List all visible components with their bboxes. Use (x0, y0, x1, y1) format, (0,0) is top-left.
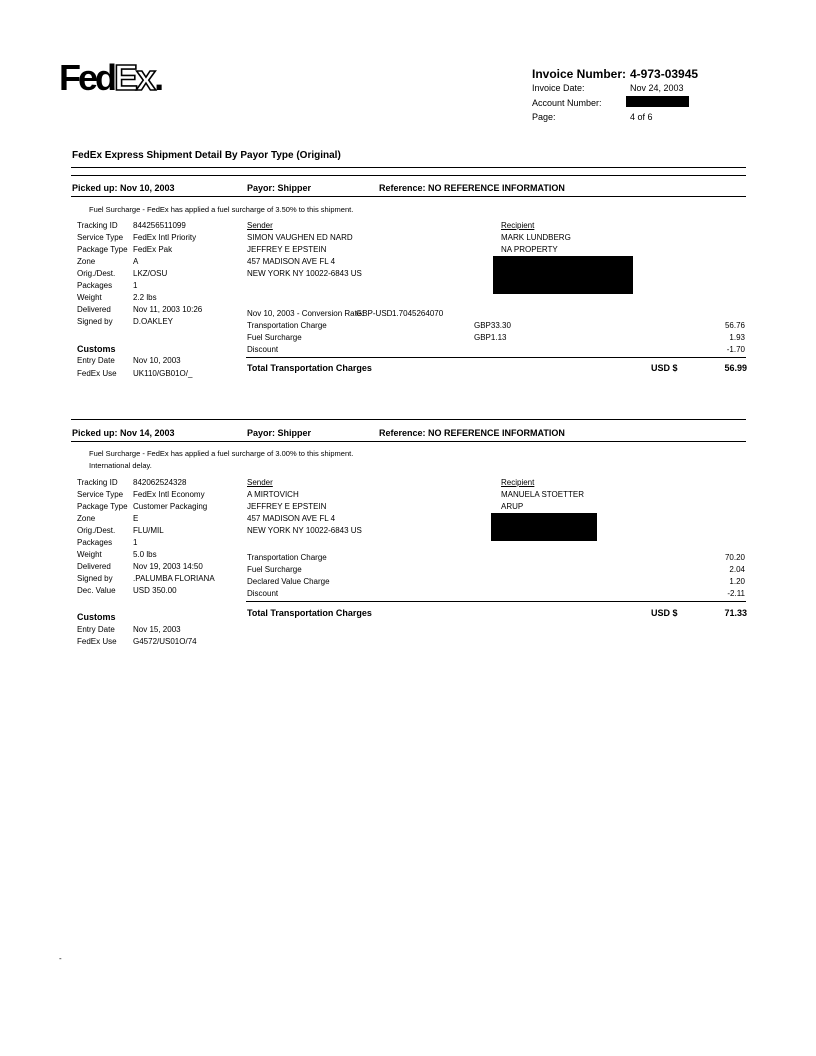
charge-label: Fuel Surcharge (247, 333, 302, 342)
page-number: 4 of 6 (630, 112, 653, 122)
delivered: Nov 11, 2003 10:26 (133, 305, 203, 314)
recipient-address-redaction (491, 513, 597, 541)
invoice-number: 4-973-03945 (630, 67, 699, 81)
signed-by: .PALUMBA FLORIANA (133, 574, 215, 583)
detail-label: Orig./Dest. (77, 269, 116, 278)
detail-label: Weight (77, 293, 102, 302)
detail-label: Entry Date (77, 625, 115, 634)
detail-label: Zone (77, 257, 96, 266)
sender-line: JEFFREY E EPSTEIN (247, 502, 327, 511)
page-title: FedEx Express Shipment Detail By Payor Type (Original) (72, 150, 341, 161)
detail-label: Service Type (77, 490, 124, 499)
weight: 5.0 lbs (133, 550, 157, 559)
total-label: Total Transportation Charges (247, 608, 372, 618)
divider (71, 441, 746, 442)
sender-line: NEW YORK NY 10022-6843 US (247, 526, 362, 535)
page-label: Page: (532, 112, 556, 122)
sender-line: A MIRTOVICH (247, 490, 299, 499)
weight: 2.2 lbs (133, 293, 157, 302)
service-type: FedEx Intl Economy (133, 490, 205, 499)
detail-label: Service Type (77, 233, 124, 242)
customs-heading: Customs (77, 612, 116, 622)
detail-label: FedEx Use (77, 369, 117, 378)
zone: A (133, 257, 139, 266)
packages: 1 (133, 281, 138, 290)
packages: 1 (133, 538, 138, 547)
charge-amount: 2.04 (729, 565, 745, 574)
conversion-pair: GBP-USD (356, 309, 393, 318)
sender-line: SIMON VAUGHEN ED NARD (247, 233, 353, 242)
detail-label: Delivered (77, 305, 111, 314)
charge-original: GBP33.30 (474, 321, 511, 330)
picked-up-date: Picked up: Nov 14, 2003 (72, 428, 175, 438)
reference: Reference: NO REFERENCE INFORMATION (379, 183, 565, 193)
detail-label: Entry Date (77, 356, 115, 365)
account-number-redaction (626, 96, 689, 107)
invoice-number-label: Invoice Number: (532, 67, 627, 81)
fuel-surcharge-note: Fuel Surcharge - FedEx has applied a fuel surcharge of 3.50% to this shipment. (89, 205, 354, 214)
fedex-logo (59, 58, 161, 98)
detail-label: Dec. Value (77, 586, 116, 595)
total-currency: USD $ (651, 363, 678, 373)
fuel-surcharge-note: Fuel Surcharge - FedEx has applied a fuel surcharge of 3.00% to this shipment. (89, 449, 354, 458)
detail-label: Package Type (77, 502, 128, 511)
entry-date: Nov 15, 2003 (133, 625, 181, 634)
orig-dest: LKZ/OSU (133, 269, 168, 278)
package-type: Customer Packaging (133, 502, 208, 511)
declared-value: USD 350.00 (133, 586, 177, 595)
payor: Payor: Shipper (247, 428, 312, 438)
charge-label: Discount (247, 589, 279, 598)
conversion-rate: 1.7045264070 (392, 309, 444, 318)
detail-label: Packages (77, 538, 113, 547)
divider (71, 419, 746, 420)
charge-label: Transportation Charge (247, 321, 327, 330)
total-divider (246, 601, 746, 602)
sender-line: JEFFREY E EPSTEIN (247, 245, 327, 254)
charge-label: Fuel Surcharge (247, 565, 302, 574)
recipient-line: MARK LUNDBERG (501, 233, 571, 242)
detail-label: Zone (77, 514, 96, 523)
fedex-use: G4572/US01O/74 (133, 637, 197, 646)
sender-heading: Sender (247, 221, 273, 230)
picked-up-date: Picked up: Nov 10, 2003 (72, 183, 175, 193)
charge-amount: 56.76 (724, 321, 745, 330)
delay-note: International delay. (89, 461, 152, 470)
detail-label: Tracking ID (77, 478, 118, 487)
total-amount: 56.99 (724, 363, 747, 373)
detail-label: Signed by (77, 317, 113, 326)
recipient-line: ARUP (501, 502, 524, 511)
footer-mark: - (59, 954, 62, 963)
entry-date: Nov 10, 2003 (133, 356, 181, 365)
recipient-address-redaction (493, 256, 633, 294)
package-type: FedEx Pak (133, 245, 173, 254)
conversion-label: Nov 10, 2003 - Conversion Rate: (247, 309, 364, 318)
charge-label: Discount (247, 345, 279, 354)
total-currency: USD $ (651, 608, 678, 618)
charge-original: GBP1.13 (474, 333, 507, 342)
delivered: Nov 19, 2003 14:50 (133, 562, 203, 571)
invoice-date: Nov 24, 2003 (630, 83, 684, 93)
sender-line: 457 MADISON AVE FL 4 (247, 514, 336, 523)
recipient-line: MANUELA STOETTER (501, 490, 584, 499)
divider (71, 196, 746, 197)
reference: Reference: NO REFERENCE INFORMATION (379, 428, 565, 438)
detail-label: Delivered (77, 562, 111, 571)
charge-amount: 1.20 (729, 577, 745, 586)
logo-fed: Fed (59, 57, 115, 98)
orig-dest: FLU/MIL (133, 526, 164, 535)
detail-label: Signed by (77, 574, 113, 583)
logo-dot: . (154, 57, 162, 98)
service-type: FedEx Intl Priority (133, 233, 197, 242)
charge-amount: -1.70 (726, 345, 745, 354)
sender-line: NEW YORK NY 10022-6843 US (247, 269, 362, 278)
charge-amount: 1.93 (729, 333, 745, 342)
divider (71, 175, 746, 176)
recipient-line: NA PROPERTY (501, 245, 558, 254)
sender-line: 457 MADISON AVE FL 4 (247, 257, 336, 266)
account-number-label: Account Number: (532, 98, 602, 108)
fedex-use: UK110/GB01O/_ (133, 369, 193, 378)
total-label: Total Transportation Charges (247, 363, 372, 373)
charge-amount: 70.20 (724, 553, 745, 562)
detail-label: Package Type (77, 245, 128, 254)
detail-label: Tracking ID (77, 221, 118, 230)
detail-label: Packages (77, 281, 113, 290)
total-amount: 71.33 (724, 608, 747, 618)
total-divider (246, 357, 746, 358)
detail-label: Orig./Dest. (77, 526, 116, 535)
signed-by: D.OAKLEY (133, 317, 174, 326)
sender-heading: Sender (247, 478, 273, 487)
recipient-heading: Recipient (501, 221, 535, 230)
customs-heading: Customs (77, 344, 116, 354)
charge-label: Declared Value Charge (247, 577, 330, 586)
charge-label: Transportation Charge (247, 553, 327, 562)
detail-label: Weight (77, 550, 102, 559)
payor: Payor: Shipper (247, 183, 312, 193)
recipient-heading: Recipient (501, 478, 535, 487)
divider (71, 167, 746, 168)
tracking-id: 844256511099 (133, 221, 186, 230)
detail-label: FedEx Use (77, 637, 117, 646)
tracking-id: 842062524328 (133, 478, 187, 487)
logo-ex: Ex (114, 57, 155, 98)
invoice-date-label: Invoice Date: (532, 83, 585, 93)
zone: E (133, 514, 139, 523)
charge-amount: -2.11 (727, 589, 745, 598)
